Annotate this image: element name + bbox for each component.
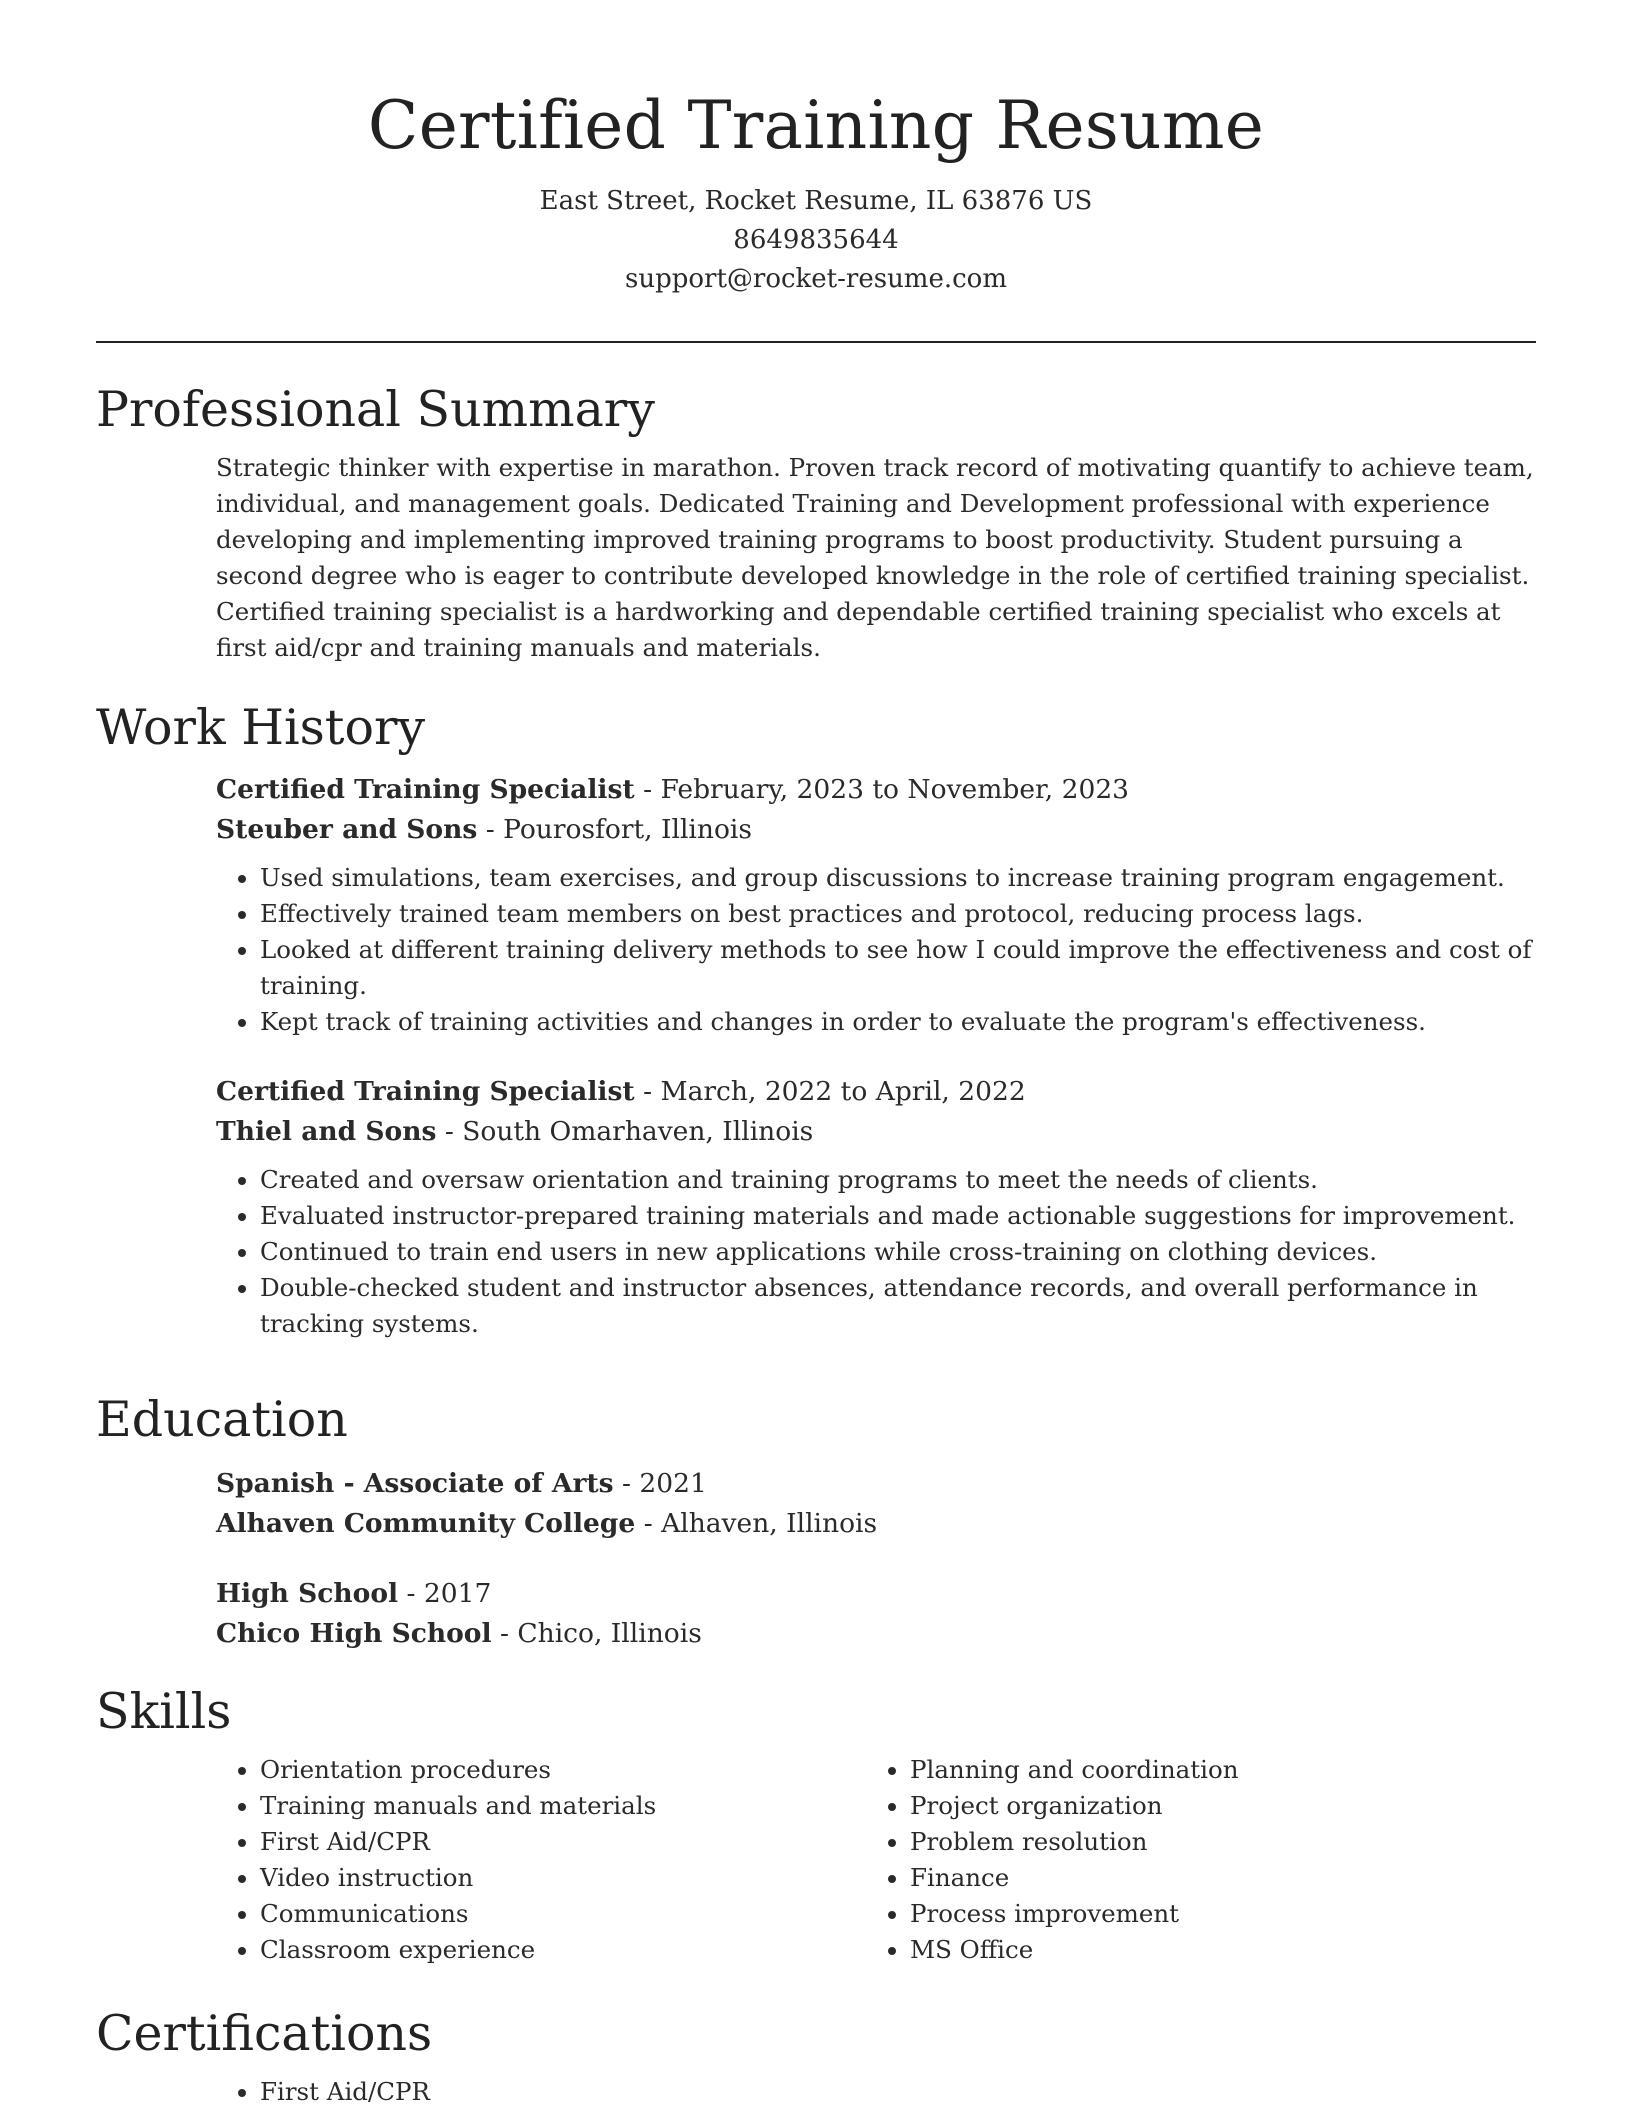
skills-column-right (866, 1752, 1516, 1968)
skill-item: • Process improvement (910, 1896, 1516, 1932)
skill-item: • Planning and coordination (910, 1752, 1516, 1788)
job-company: Steuber and Sons (216, 814, 478, 845)
certifications-section (96, 2004, 1536, 2110)
education-location: - Chico, Illinois (491, 1618, 702, 1649)
job-bullets (216, 1162, 1536, 1342)
skill-item: • Training manuals and materials (260, 1788, 866, 1824)
education-entry (216, 1464, 1536, 1544)
skills-list (216, 1752, 866, 1968)
skills-columns (216, 1752, 1536, 1968)
resume-title: Certified Training Resume (367, 87, 1265, 164)
education-heading: Education (96, 1391, 348, 1448)
education-school-line (216, 1504, 1536, 1544)
skill-item: • Problem resolution (910, 1824, 1516, 1860)
job-role: Certified Training Specialist (216, 1076, 635, 1107)
job-entry (216, 770, 1536, 1040)
work-history-heading: Work History (96, 699, 426, 756)
education-school: Chico High School (216, 1618, 492, 1649)
contact-phone: 8649835644 (733, 225, 899, 255)
work-history-section (96, 698, 1536, 1342)
job-bullet: • Evaluated instructor-prepared training materials and made actionable suggestions for improvement. (260, 1198, 1536, 1234)
skills-heading: Skills (96, 1683, 232, 1740)
skills-section (96, 1682, 1536, 1968)
job-bullet: • Created and oversaw orientation and training programs to meet the needs of clients. (260, 1162, 1536, 1198)
job-bullet: • Double-checked student and instructor absences, attendance records, and overall performance in tracking systems. (260, 1270, 1536, 1342)
job-bullet: • Effectively trained team members on best practices and protocol, reducing process lags. (260, 896, 1536, 932)
certification-item: • First Aid/CPR (260, 2074, 1536, 2110)
skill-item: • Classroom experience (260, 1932, 866, 1968)
job-bullet: • Used simulations, team exercises, and group discussions to increase training program engagement. (260, 860, 1536, 896)
certifications-heading: Certifications (96, 2005, 433, 2062)
header-divider (96, 341, 1536, 343)
summary-heading: Professional Summary (96, 381, 655, 438)
resume-header (96, 78, 1536, 299)
education-year: - 2017 (398, 1578, 492, 1609)
summary-section (96, 380, 1536, 666)
job-bullet: • Looked at different training delivery methods to see how I could improve the effectiveness and cost of training. (260, 932, 1536, 1004)
job-title-line (216, 1072, 1536, 1112)
education-year: - 2021 (613, 1468, 707, 1499)
certifications-list (216, 2074, 1536, 2110)
education-degree-line (216, 1464, 1536, 1504)
summary-text: Strategic thinker with expertise in marathon. Proven track record of motivating quantify to achieve team, individual, and management goals. Dedicated Training and Development professional with experience developing and implementing improved training programs to boost productivity. Student pursuing a second degree who is eager to contribute developed knowledge in the role of certified training specialist. Certified training specialist is a hardworking and dependable certified training specialist who excels at first aid/cpr and training manuals and materials. (216, 453, 1534, 662)
skill-item: • Project organization (910, 1788, 1516, 1824)
education-school-line (216, 1614, 1536, 1654)
job-entry (216, 1072, 1536, 1342)
education-degree-line (216, 1574, 1536, 1614)
education-school: Alhaven Community College (216, 1508, 636, 1539)
job-bullet: • Kept track of training activities and changes in order to evaluate the program's effectiveness. (260, 1004, 1536, 1040)
job-org-line (216, 1112, 1536, 1152)
job-location: - Pourosfort, Illinois (477, 814, 752, 845)
job-role: Certified Training Specialist (216, 774, 635, 805)
education-entry (216, 1574, 1536, 1654)
education-degree: Spanish - Associate of Arts (216, 1468, 614, 1499)
skills-column-left (216, 1752, 866, 1968)
skill-item: • Communications (260, 1896, 866, 1932)
job-bullet: • Continued to train end users in new applications while cross-training on clothing devices. (260, 1234, 1536, 1270)
education-degree: High School (216, 1578, 399, 1609)
job-company: Thiel and Sons (216, 1116, 437, 1147)
contact-email: support@rocket-resume.com (624, 264, 1007, 294)
job-org-line (216, 810, 1536, 850)
job-bullets (216, 860, 1536, 1040)
skill-item: • Orientation procedures (260, 1752, 866, 1788)
skill-item: • Finance (910, 1860, 1516, 1896)
job-dates: - February, 2023 to November, 2023 (634, 774, 1130, 805)
skills-list (866, 1752, 1516, 1968)
education-section (96, 1390, 1536, 1654)
job-title-line (216, 770, 1536, 810)
contact-address: East Street, Rocket Resume, IL 63876 US (539, 186, 1093, 216)
education-location: - Alhaven, Illinois (635, 1508, 878, 1539)
job-location: - South Omarhaven, Illinois (436, 1116, 814, 1147)
skill-item: • First Aid/CPR (260, 1824, 866, 1860)
job-dates: - March, 2022 to April, 2022 (634, 1076, 1026, 1107)
skill-item: • Video instruction (260, 1860, 866, 1896)
skill-item: • MS Office (910, 1932, 1516, 1968)
